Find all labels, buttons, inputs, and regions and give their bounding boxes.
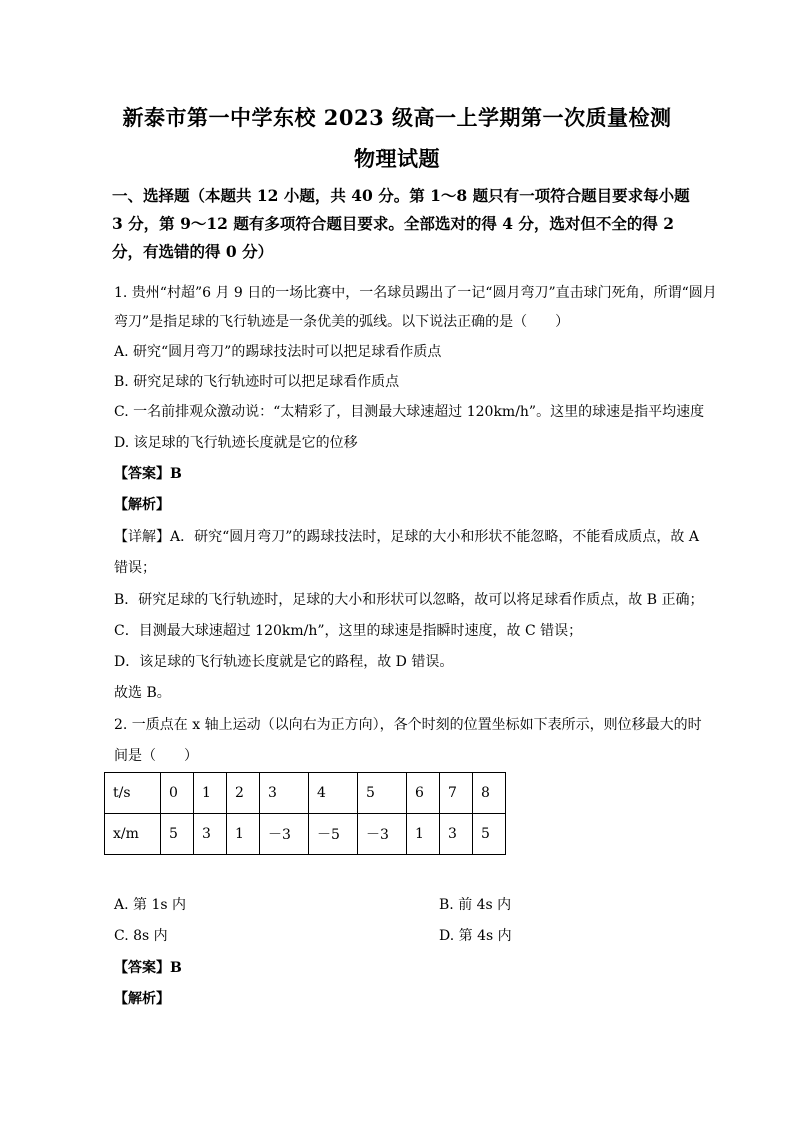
table-cell: 1 — [194, 773, 227, 814]
section-header: 一、选择题（本题共 12 小题，共 40 分。第 1～8 题只有一项符合题目要求每小题 3 分，第 9～12 题有多项符合题目要求。全部选对的得 4 分，选对但不全的得 2 分，有选错的得 0 分） — [112, 186, 690, 261]
q1-stem-line1: 1. 贵州“村超”6 月 9 日的一场比赛中，一名球员踢出了一记“圆月弯刀”直击球门死角，所谓“圆月 — [114, 285, 717, 301]
table-cell: 2 — [227, 773, 260, 814]
table-cell: 6 — [407, 773, 440, 814]
q1-stem-line2: 弯刀”是指足球的飞行轨迹是一条优美的弧线。以下说法正确的是（ ） — [114, 314, 570, 330]
table-cell: 1 — [407, 814, 440, 855]
q1-answer: 【答案】B — [114, 466, 182, 482]
q2-option-c: C. 8s 内 — [114, 928, 168, 944]
q1-option-d: D. 该足球的飞行轨迹长度就是它的位移 — [114, 435, 358, 451]
table-row — [105, 814, 506, 855]
q1-detail-line5: D．该足球的飞行轨迹长度就是它的路程，故 D 错误。 — [114, 654, 454, 670]
table-cell: 0 — [161, 773, 194, 814]
table-cell: 8 — [473, 773, 506, 814]
q2-option-d: D. 第 4s 内 — [439, 928, 512, 944]
q1-detail-line2: 错误； — [114, 560, 156, 576]
q1-analysis-label: 【解析】 — [114, 497, 170, 513]
table-cell: 5 — [161, 814, 194, 855]
table-row — [105, 773, 506, 814]
table-cell: 3 — [440, 814, 473, 855]
table-cell: －3 — [358, 814, 407, 855]
table-cell: 3 — [260, 773, 309, 814]
q1-option-c: C. 一名前排观众激动说：“太精彩了，目测最大球速超过 120km/h”。这里的球速是指平均速度 — [114, 404, 705, 420]
q2-analysis-label: 【解析】 — [114, 991, 170, 1007]
table-cell: 1 — [227, 814, 260, 855]
table-cell: 7 — [440, 773, 473, 814]
table-cell: 4 — [309, 773, 358, 814]
q1-option-a: A. 研究“圆月弯刀”的踢球技法时可以把足球看作质点 — [114, 344, 442, 360]
q2-stem-line2: 间是（ ） — [114, 748, 198, 764]
table-cell: 3 — [194, 814, 227, 855]
q1-detail-line4: C．目测最大球速超过 120km/h”，这里的球速是指瞬时速度，故 C 错误； — [114, 623, 583, 639]
document-subtitle: 物理试题 — [354, 146, 440, 171]
table-cell: 5 — [358, 773, 407, 814]
q1-conclusion: 故选 B。 — [114, 685, 171, 701]
table-cell: x/m — [105, 814, 161, 855]
table-cell: t/s — [105, 773, 161, 814]
q2-answer: 【答案】B — [114, 960, 182, 976]
q1-option-b: B. 研究足球的飞行轨迹时可以把足球看作质点 — [114, 374, 400, 390]
table-cell: －3 — [260, 814, 309, 855]
table-cell: 5 — [473, 814, 506, 855]
q2-option-b: B. 前 4s 内 — [439, 897, 512, 913]
document-title: 新泰市第一中学东校 2023 级高一上学期第一次质量检测 — [122, 105, 672, 130]
q2-stem-line1: 2. 一质点在 x 轴上运动（以向右为正方向），各个时刻的位置坐标如下表所示，则位移最大的时 — [114, 717, 702, 733]
q1-detail-line1: 【详解】A．研究“圆月弯刀”的踢球技法时，足球的大小和形状不能忽略，不能看成质点，故 A — [114, 529, 699, 545]
position-table — [104, 772, 506, 855]
q1-detail-line3: B．研究足球的飞行轨迹时，足球的大小和形状可以忽略，故可以将足球看作质点，故 B 正确； — [114, 592, 704, 608]
q2-option-a: A. 第 1s 内 — [114, 897, 187, 913]
table-cell: －5 — [309, 814, 358, 855]
